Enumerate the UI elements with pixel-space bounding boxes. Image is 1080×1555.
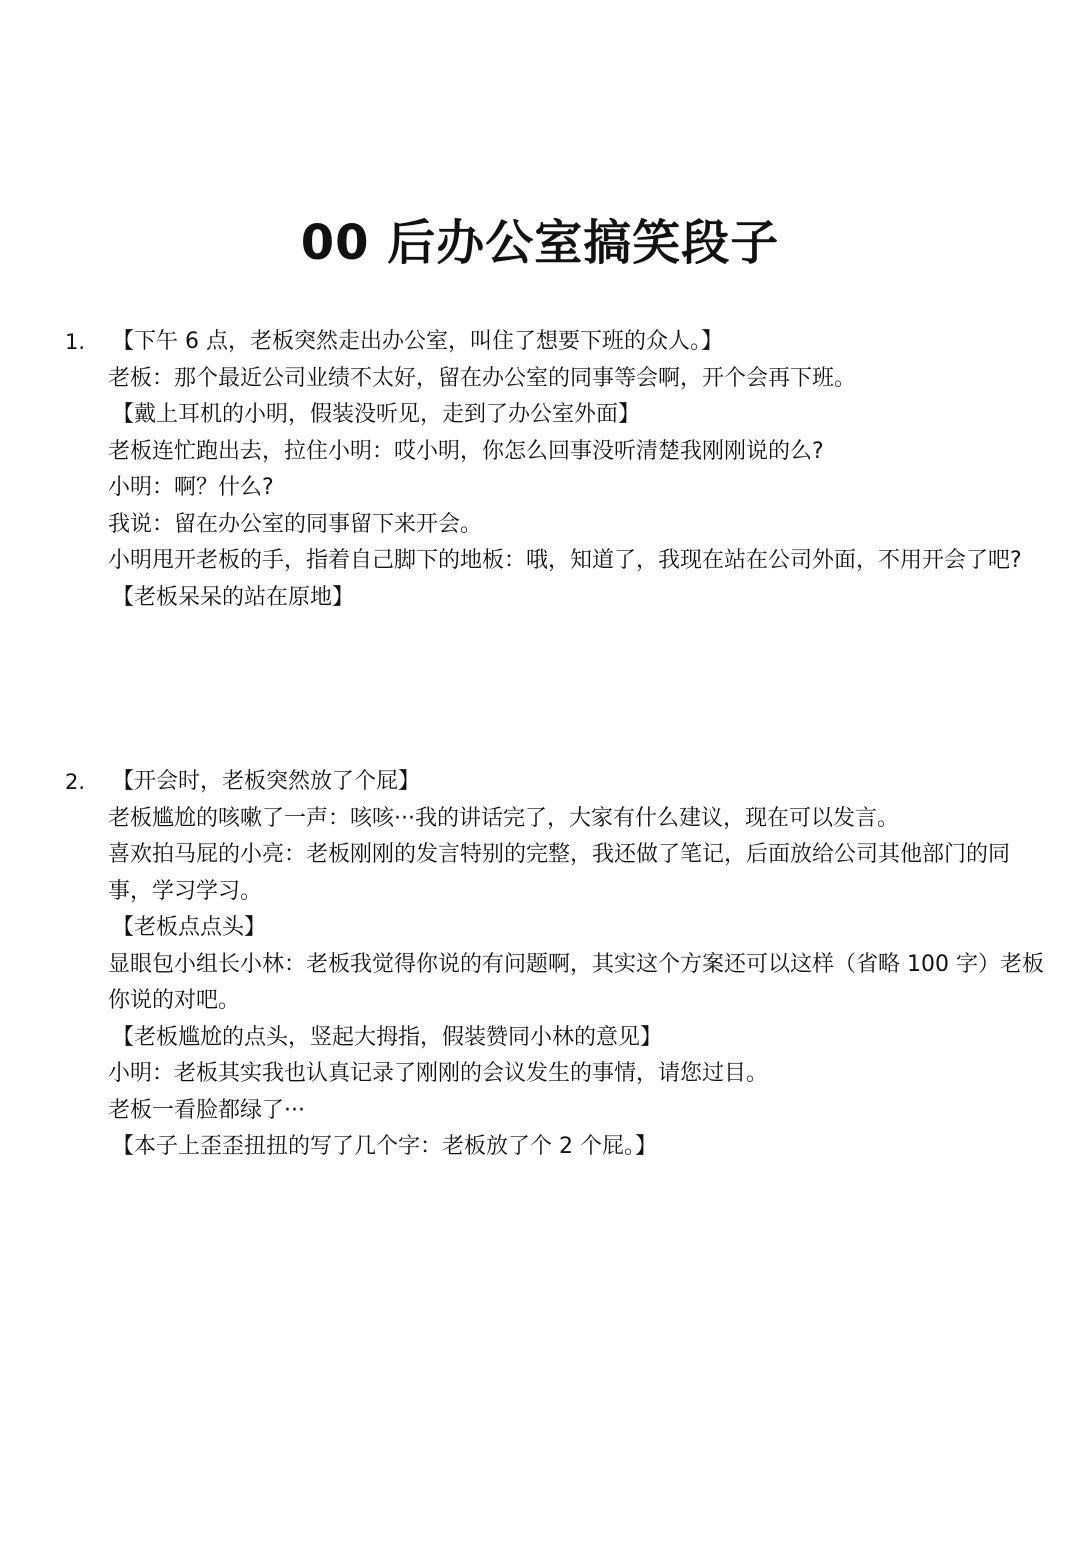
document-title: 00 后办公室搞笑段子 (300, 215, 780, 271)
stage-direction: 【下午 6 点，老板突然走出办公室，叫住了想要下班的众人。】 (112, 329, 723, 354)
dialogue-line: 老板一看脸都绿了··· (108, 1097, 305, 1123)
dialogue-line: 老板尴尬的咳嗽了一声：咳咳···我的讲话完了，大家有什么建议，现在可以发言。 (108, 805, 899, 831)
list-number: 1. (65, 330, 86, 354)
stage-direction: 【老板呆呆的站在原地】 (112, 584, 355, 610)
stage-direction: 【戴上耳机的小明，假装没听见，走到了办公室外面】 (112, 402, 641, 427)
dialogue-line: 小明：老板其实我也认真记录了刚刚的会议发生的事情，请您过目。 (108, 1061, 769, 1086)
dialogue-line: 喜欢拍马屁的小亮：老板刚刚的发言特别的完整，我还做了笔记，后面放给公司其他部门的同事，学习学习。 (108, 842, 1011, 904)
dialogue-line: 老板：那个最近公司业绩不太好，留在办公室的同事等会啊，开个会再下班。 (108, 365, 857, 391)
dialogue-line: 老板连忙跑出去，拉住小明：哎小明，你怎么回事没听清楚我刚刚说的么? (108, 438, 824, 464)
joke-text (108, 324, 1048, 616)
stage-direction: 【老板尴尬的点头，竖起大拇指，假装赞同小林的意见】 (112, 1024, 663, 1050)
dialogue-line: 小明：啊？什么? (108, 475, 274, 500)
joke-text (108, 764, 1048, 1166)
list-number: 2. (65, 770, 86, 794)
stage-direction: 【本子上歪歪扭扭的写了几个字：老板放了个 2 个屁。】 (112, 1134, 657, 1159)
dialogue-line: 我说：留在办公室的同事留下来开会。 (108, 511, 483, 537)
dialogue-line: 小明甩开老板的手，指着自己脚下的地板：哦，知道了，我现在站在公司外面，不用开会了吧? (108, 548, 1022, 573)
stage-direction: 【老板点点头】 (112, 915, 267, 940)
dialogue-line: 显眼包小组长小林：老板我觉得你说的有问题啊，其实这个方案还可以这样（省略 100 字）老板你说的对吧。 (108, 951, 1044, 1013)
stage-direction: 【开会时，老板突然放了个屁】 (112, 769, 421, 794)
